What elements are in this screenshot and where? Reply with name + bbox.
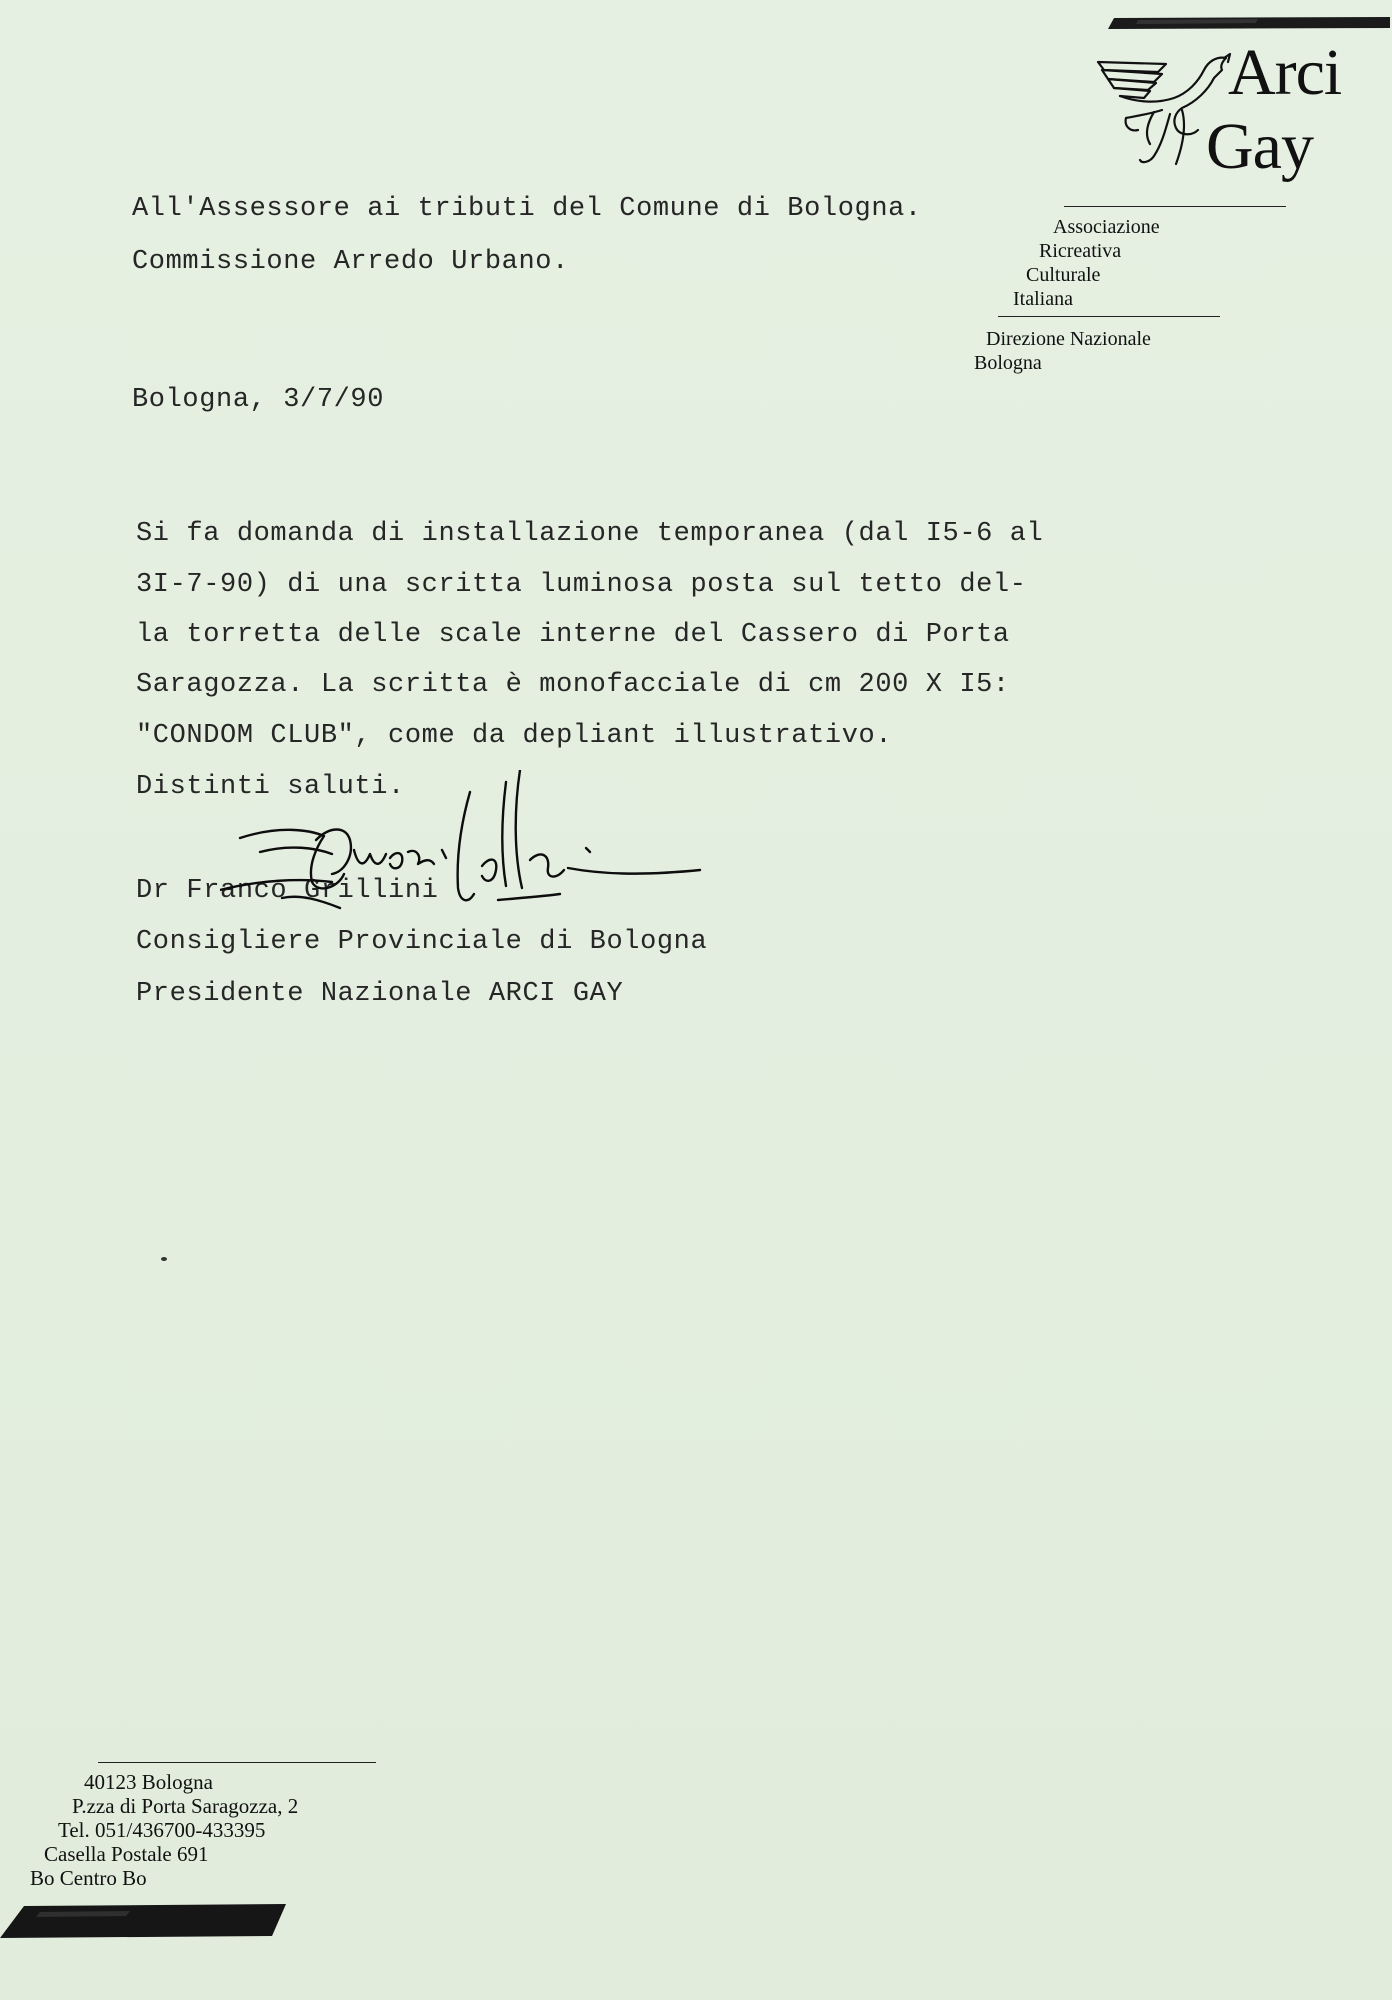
closing-line: Distinti saluti. xyxy=(136,772,405,802)
body-line-2: 3I-7-90) di una scritta luminosa posta sul tetto del- xyxy=(136,570,1027,600)
division-line-direzione: Direzione Nazionale xyxy=(986,328,1151,350)
logo-word-arci: Arci xyxy=(1228,36,1342,109)
footer-line-po-box: Casella Postale 691 xyxy=(44,1842,209,1866)
body-line-3: la torretta delle scale interne del Cassero di Porta xyxy=(136,620,1010,650)
logo-word-gay: Gay xyxy=(1206,110,1313,183)
footer-line-address: P.zza di Porta Saragozza, 2 xyxy=(72,1794,299,1818)
letter-date: Bologna, 3/7/90 xyxy=(132,385,385,415)
footer-line-centro: Bo Centro Bo xyxy=(30,1866,147,1890)
top-decorative-stripe xyxy=(1108,14,1390,36)
recipient-line-1: All'Assessore ai tributi del Comune di Bologna. xyxy=(132,194,922,224)
org-line-italiana: Italiana xyxy=(1013,288,1073,310)
stray-mark xyxy=(160,1256,168,1262)
body-line-1: Si fa domanda di installazione temporanea (dal I5-6 al xyxy=(136,519,1044,549)
letterhead-rule-1 xyxy=(1064,206,1286,207)
bottom-decorative-stripe xyxy=(0,1902,290,1942)
signatory-title-1: Consigliere Provinciale di Bologna xyxy=(136,927,708,957)
signatory-title-2: Presidente Nazionale ARCI GAY xyxy=(136,979,624,1009)
letterhead-rule-2 xyxy=(998,316,1220,317)
footer-rule xyxy=(98,1762,376,1763)
body-line-4: Saragozza. La scritta è monofacciale di cm 200 X I5: xyxy=(136,670,1010,700)
body-line-5: "CONDOM CLUB", come da depliant illustrativo. xyxy=(136,721,893,751)
org-line-associazione: Associazione xyxy=(1053,216,1160,238)
org-line-culturale: Culturale xyxy=(1026,264,1101,286)
footer-line-telephone: Tel. 051/436700-433395 xyxy=(58,1818,266,1842)
division-line-bologna: Bologna xyxy=(974,352,1042,374)
signatory-name: Dr Franco Grillini xyxy=(136,876,439,906)
handwritten-signature xyxy=(220,770,880,950)
recipient-line-2: Commissione Arredo Urbano. xyxy=(132,247,569,277)
org-line-ricreativa: Ricreativa xyxy=(1039,240,1122,262)
footer-line-postcode: 40123 Bologna xyxy=(84,1770,213,1794)
